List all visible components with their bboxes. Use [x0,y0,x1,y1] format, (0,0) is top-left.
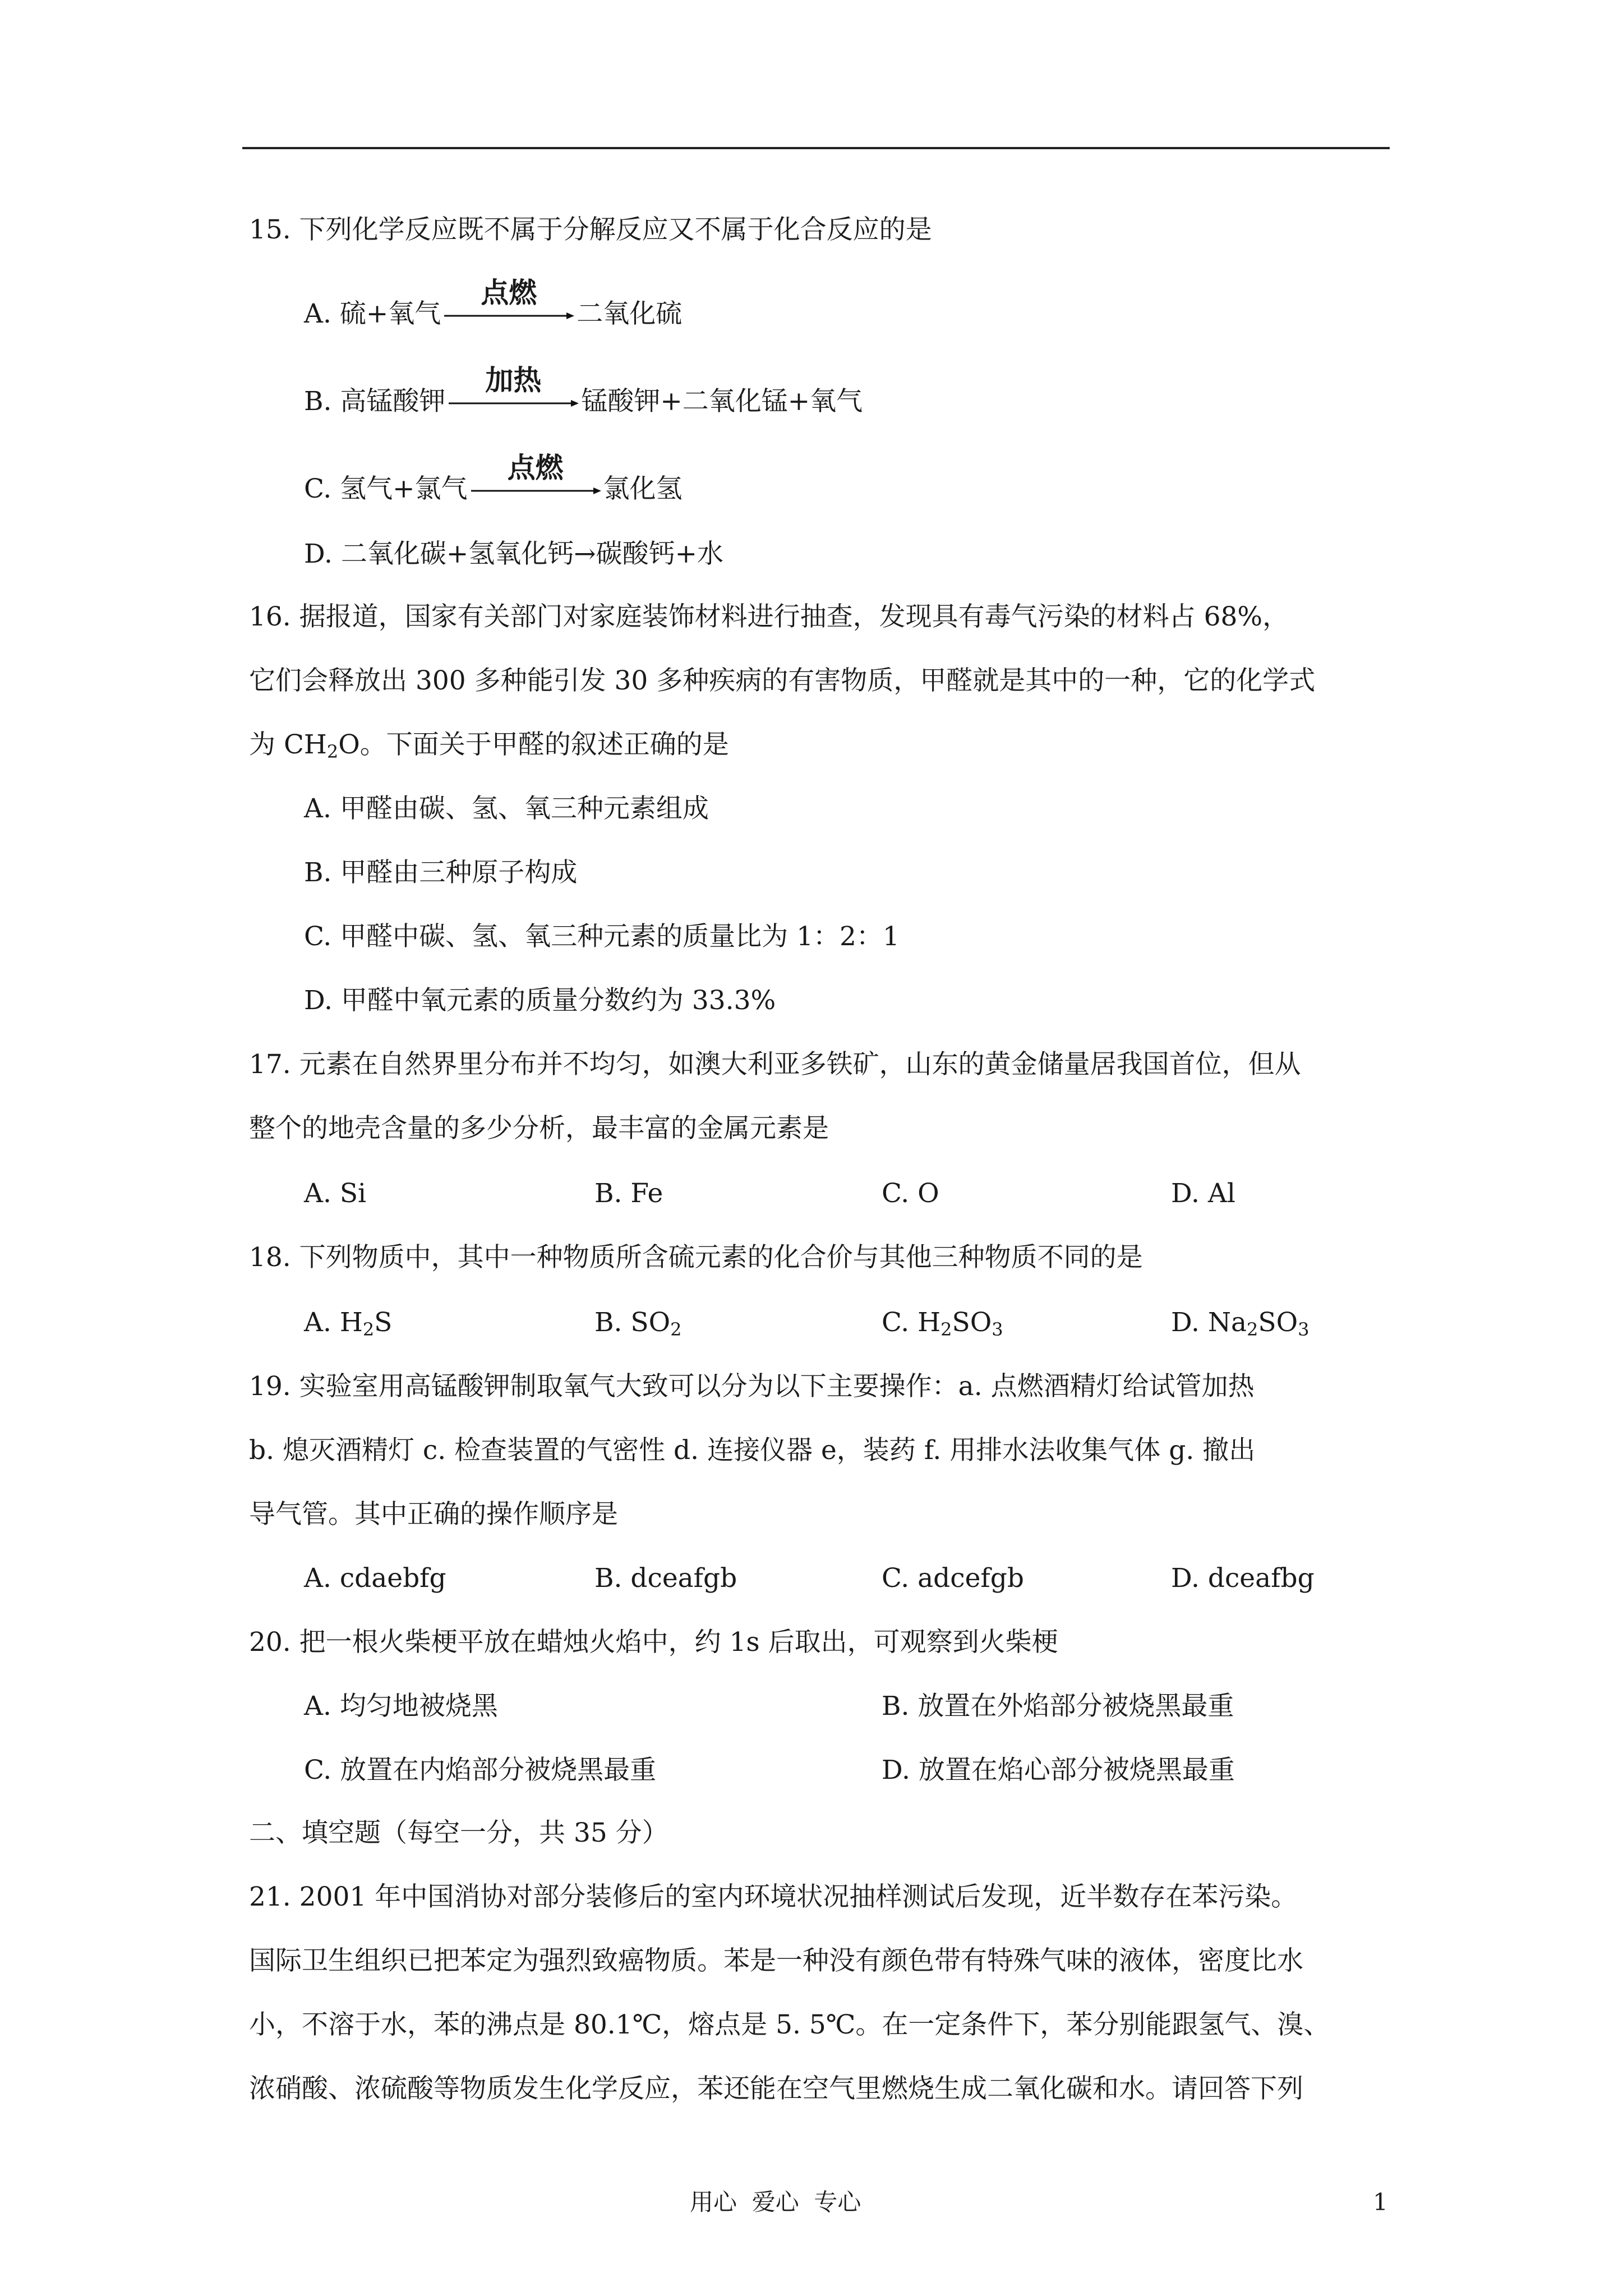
header-rule [242,147,1390,149]
subscript: 2 [1247,1319,1258,1340]
subscript: 3 [992,1319,1003,1340]
reaction-arrow [468,452,603,506]
text: S [374,1307,393,1338]
q17-option-a: A. Si [304,1178,367,1209]
q20-option-c: C. 放置在内焰部分被烧黑最重 [304,1755,657,1786]
products: 锰酸钾+二氧化锰+氧气 [581,386,863,417]
q19-option-d: D. dceafbg [1171,1563,1315,1594]
q18-option-c [882,1306,1003,1346]
q15-option-b [304,364,863,418]
option-prefix: A. [304,298,340,329]
arrow-icon [444,312,574,320]
q19-option-b: B. dceafgb [594,1563,737,1594]
text: SO [1258,1307,1298,1338]
q16-stem-line2: 它们会释放出 300 多种能引发 30 多种疾病的有害物质，甲醛就是其中的一种，它的化学式 [249,665,1316,696]
reactants: 硫+氧气 [339,298,441,329]
arrow-icon [471,487,601,495]
reaction-arrow [445,364,581,418]
section-heading: 二、填空题（每空一分，共 35 分） [249,1818,668,1848]
reaction-condition: 点燃 [507,452,564,484]
q19-option-c: C. adcefgb [882,1563,1024,1594]
subscript: 2 [326,741,339,762]
q16-option-a: A. 甲醛由碳、氢、氧三种元素组成 [304,793,709,824]
q18-option-d [1171,1306,1310,1346]
text: C. H [882,1307,941,1338]
q16-option-b: B. 甲醛由三种原子构成 [304,857,578,888]
products: 氯化氢 [603,473,683,504]
q17-stem-line1: 17. 元素在自然界里分布并不均匀，如澳大利亚多铁矿，山东的黄金储量居我国首位，但从 [249,1049,1301,1080]
q21-line1: 21. 2001 年中国消协对部分装修后的室内环境状况抽样测试后发现，近半数存在苯污染。 [249,1881,1298,1912]
subscript: 2 [670,1319,682,1340]
q15-stem: 15. 下列化学反应既不属于分解反应又不属于化合反应的是 [249,214,932,245]
q20-option-d: D. 放置在焰心部分被烧黑最重 [882,1755,1235,1786]
text: O。下面关于甲醛的叙述正确的是 [338,729,729,760]
footer-motto: 用心 爱心 专心 [690,2188,861,2216]
q21-line2: 国际卫生组织已把苯定为强烈致癌物质。苯是一种没有颜色带有特殊气味的液体，密度比水 [249,1945,1303,1976]
page-number: 1 [1373,2188,1388,2216]
q19-stem-line2: b. 熄灭酒精灯 c. 检查装置的气密性 d. 连接仪器 e，装药 f. 用排水法收集气体 g. 撤出 [249,1435,1256,1466]
q16-stem-line1: 16. 据报道，国家有关部门对家庭装饰材料进行抽查，发现具有毒气污染的材料占 68%， [249,601,1289,632]
text: B. SO [594,1307,671,1338]
subscript: 2 [362,1319,375,1340]
q20-option-b: B. 放置在外焰部分被烧黑最重 [882,1691,1234,1722]
subscript: 2 [940,1319,952,1340]
q21-line4: 浓硝酸、浓硫酸等物质发生化学反应，苯还能在空气里燃烧生成二氧化碳和水。请回答下列 [249,2073,1303,2104]
q19-option-a: A. cdaebfg [304,1563,446,1594]
text: D. Na [1171,1307,1247,1338]
q17-option-c: C. O [882,1178,939,1209]
text: 为 CH [249,729,327,760]
q18-stem: 18. 下列物质中，其中一种物质所含硫元素的化合价与其他三种物质不同的是 [249,1242,1143,1273]
q20-stem: 20. 把一根火柴梗平放在蜡烛火焰中，约 1s 后取出，可观察到火柴梗 [249,1627,1058,1658]
q19-stem-line1: 19. 实验室用高锰酸钾制取氧气大致可以分为以下主要操作：a. 点燃酒精灯给试管加热 [249,1371,1255,1402]
q18-option-b [594,1306,682,1346]
q15-option-a [304,277,683,331]
reactants: 高锰酸钾 [340,386,446,417]
reactants: 氢气+氯气 [340,473,468,504]
q21-line3: 小，不溶于水，苯的沸点是 80.1℃，熔点是 5. 5℃。在一定条件下，苯分别能跟氢气、溴、 [249,2009,1330,2040]
reaction-condition: 点燃 [481,277,537,309]
q16-option-d: D. 甲醛中氧元素的质量分数约为 33.3% [304,985,776,1016]
q17-option-d: D. Al [1171,1178,1235,1209]
q20-option-a: A. 均匀地被烧黑 [304,1691,498,1722]
text: A. H [304,1307,363,1338]
q15-option-d: D. 二氧化碳+氢氧化钙→碳酸钙+水 [304,539,724,569]
products: 二氧化硫 [577,298,683,329]
q16-option-c: C. 甲醛中碳、氢、氧三种元素的质量比为 1：2：1 [304,921,900,952]
q17-option-b: B. Fe [594,1178,663,1209]
reaction-arrow [441,277,577,331]
q18-option-a [304,1306,392,1346]
q15-option-c [304,452,683,506]
text: SO [952,1307,992,1338]
option-prefix: C. [304,473,340,504]
option-prefix: B. [304,386,340,417]
q17-stem-line2: 整个的地壳含量的多少分析，最丰富的金属元素是 [249,1113,829,1144]
arrow-icon [449,399,579,407]
reaction-condition: 加热 [485,364,542,397]
subscript: 3 [1298,1319,1310,1340]
q16-stem-line3 [249,728,729,769]
q19-stem-line3: 导气管。其中正确的操作顺序是 [249,1499,618,1530]
